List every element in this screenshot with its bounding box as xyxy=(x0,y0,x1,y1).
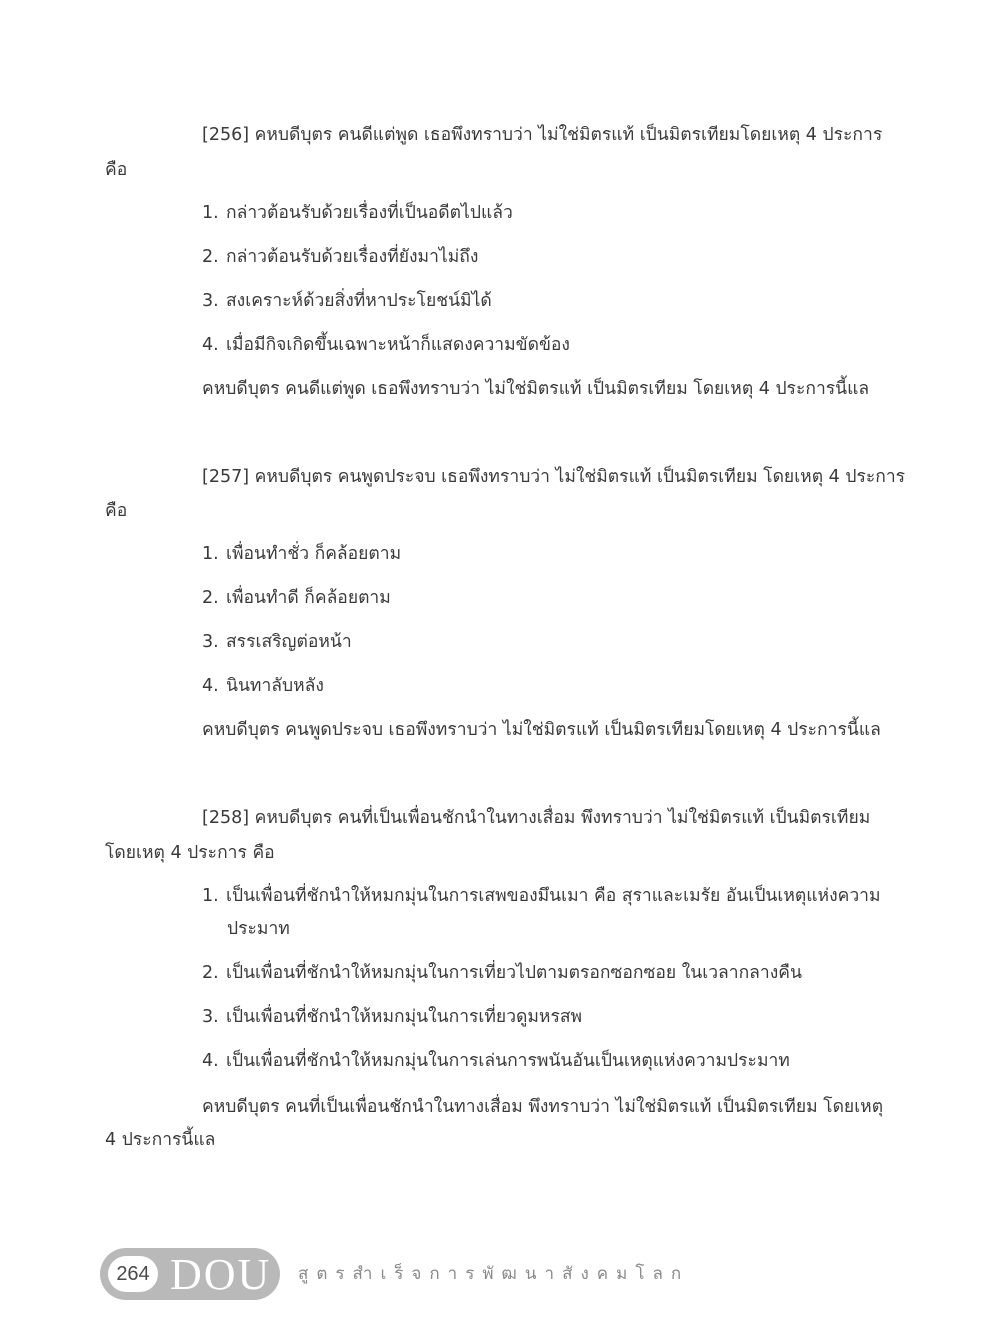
list-number: 1. xyxy=(202,203,219,223)
list-text: สงเคราะห์ด้วยสิ่งที่หาประโยชน์มิได้ xyxy=(226,291,492,311)
list-item xyxy=(202,673,324,699)
paragraph-first-line: [258] คหบดีบุตร คนที่เป็นเพื่อนชักนำในทางเสื่อม พึงทราบว่า ไม่ใช่มิตรแท้ เป็นมิตรเทียม xyxy=(202,808,871,828)
paragraph-closing: คหบดีบุตร คนที่เป็นเพื่อนชักนำในทางเสื่อม พึงทราบว่า ไม่ใช่มิตรแท้ เป็นมิตรเทียม โดยเหตุ xyxy=(202,1097,884,1117)
list-item xyxy=(202,541,401,567)
list-item-continuation: ประมาท xyxy=(227,919,290,939)
list-item xyxy=(202,629,352,655)
list-number: 4. xyxy=(202,335,219,355)
list-number: 4. xyxy=(202,1051,219,1071)
list-item xyxy=(202,200,513,226)
list-number: 3. xyxy=(202,1007,219,1027)
list-text: สรรเสริญต่อหน้า xyxy=(226,632,352,652)
page-number: 264 xyxy=(108,1256,158,1292)
list-item xyxy=(202,960,802,986)
list-number: 2. xyxy=(202,588,219,608)
paragraph-continuation: คือ xyxy=(105,501,128,521)
list-text: เป็นเพื่อนที่ชักนำให้หมกมุ่นในการเสพของมึนเมา คือ สุราและเมรัย อันเป็นเหตุแห่งความ xyxy=(226,886,881,906)
list-text: เพื่อนทำดี ก็คล้อยตาม xyxy=(226,588,391,608)
list-text: เป็นเพื่อนที่ชักนำให้หมกมุ่นในการเล่นการพนันอันเป็นเหตุแห่งความประมาท xyxy=(226,1051,790,1071)
paragraph-continuation: โดยเหตุ 4 ประการ คือ xyxy=(105,843,275,863)
paragraph-closing: คหบดีบุตร คนดีแต่พูด เธอพึงทราบว่า ไม่ใช่มิตรแท้ เป็นมิตรเทียม โดยเหตุ 4 ประการนี้แล xyxy=(202,379,870,399)
list-number: 1. xyxy=(202,886,219,906)
list-number: 4. xyxy=(202,676,219,696)
paragraph-first-line: [256] คหบดีบุตร คนดีแต่พูด เธอพึงทราบว่า ไม่ใช่มิตรแท้ เป็นมิตรเทียมโดยเหตุ 4 ประการ xyxy=(202,125,883,145)
list-text: เมื่อมีกิจเกิดขึ้นเฉพาะหน้าก็แสดงความขัดข้อง xyxy=(226,335,570,355)
list-item xyxy=(202,288,492,314)
book-title: สูตรสำเร็จการพัฒนาสังคมโลก xyxy=(298,1264,690,1284)
list-number: 3. xyxy=(202,632,219,652)
list-item xyxy=(202,585,391,611)
list-text: เป็นเพื่อนที่ชักนำให้หมกมุ่นในการเที่ยวไปตามตรอกซอกซอย ในเวลากลางคืน xyxy=(226,963,802,983)
paragraph-closing-continuation: 4 ประการนี้แล xyxy=(105,1130,216,1150)
list-text: เพื่อนทำชั่ว ก็คล้อยตาม xyxy=(226,544,402,564)
list-text: กล่าวต้อนรับด้วยเรื่องที่ยังมาไม่ถึง xyxy=(226,247,479,267)
list-text: นินทาลับหลัง xyxy=(226,676,324,696)
list-item xyxy=(202,244,478,270)
footer-badge xyxy=(100,1248,280,1300)
list-item xyxy=(202,1004,582,1030)
list-number: 2. xyxy=(202,963,219,983)
list-number: 3. xyxy=(202,291,219,311)
paragraph-continuation: คือ xyxy=(105,160,128,180)
list-item xyxy=(202,1048,790,1074)
list-number: 2. xyxy=(202,247,219,267)
list-text: เป็นเพื่อนที่ชักนำให้หมกมุ่นในการเที่ยวดูมหรสพ xyxy=(226,1007,583,1027)
list-item xyxy=(202,883,881,909)
paragraph-first-line: [257] คหบดีบุตร คนพูดประจบ เธอพึงทราบว่า ไม่ใช่มิตรแท้ เป็นมิตรเทียม โดยเหตุ 4 ประการ xyxy=(202,467,906,487)
list-number: 1. xyxy=(202,544,219,564)
brand-logo-text: DOU xyxy=(170,1250,272,1299)
paragraph-closing: คหบดีบุตร คนพูดประจบ เธอพึงทราบว่า ไม่ใช่มิตรแท้ เป็นมิตรเทียมโดยเหตุ 4 ประการนี้แล xyxy=(202,720,881,740)
list-item xyxy=(202,332,570,358)
page-footer xyxy=(100,1248,690,1300)
list-text: กล่าวต้อนรับด้วยเรื่องที่เป็นอดีตไปแล้ว xyxy=(226,203,513,223)
